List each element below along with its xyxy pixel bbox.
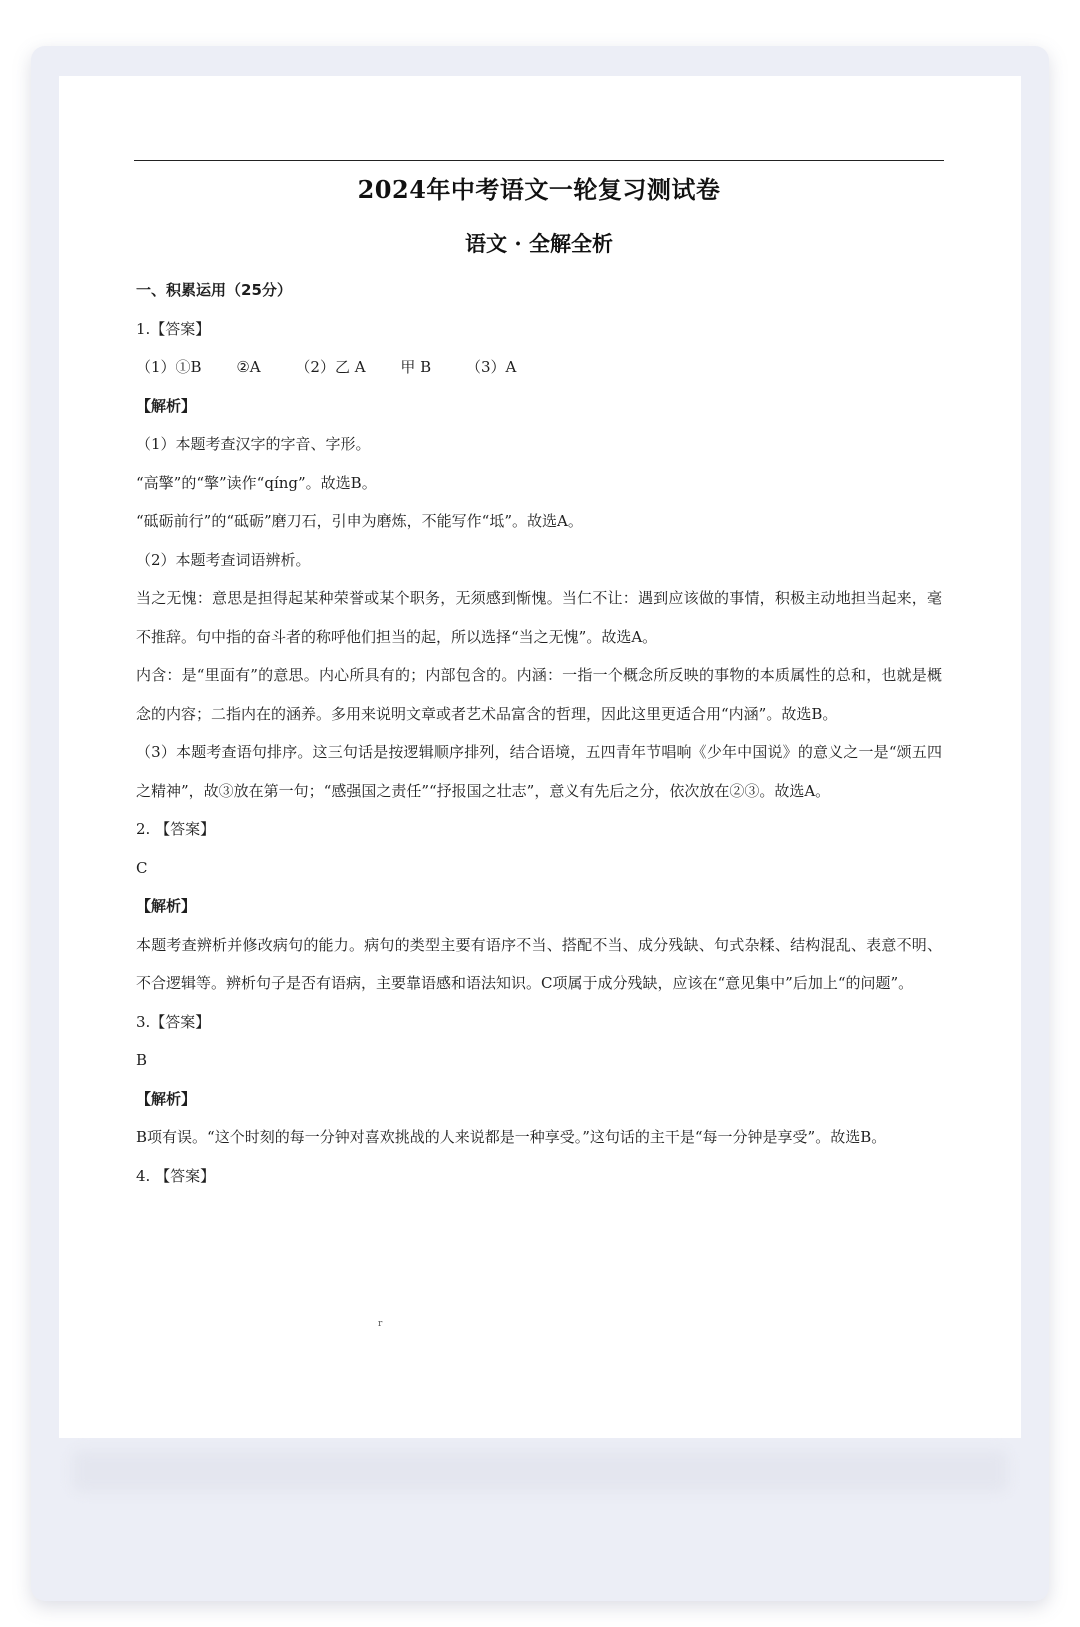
q1-analysis-line: （1）本题考查汉字的字音、字形。 xyxy=(136,435,371,453)
q3-analysis-label: 【解析】 xyxy=(136,1089,197,1108)
q1-answer-item: ②A xyxy=(236,358,261,376)
q1-answer-item: （1）①B xyxy=(136,358,202,376)
q2-analysis-paragraph: 本题考查辨析并修改病句的能力。病句的类型主要有语序不当、搭配不当、成分残缺、句式杂糅、结构混乱、表意不明、不合逻辑等。辨析句子是否有语病，主要靠语感和语法知识。C项属于成分残缺，应该在“意见集中”后加上“的问题”。 xyxy=(136,935,942,992)
section-heading: 一、积累运用（25分） xyxy=(136,281,292,299)
q1-analysis-line: “砥砺前行”的“砥砺”磨刀石，引申为磨炼，不能写作“坻”。故选A。 xyxy=(136,512,583,530)
page-shadow xyxy=(72,1450,1008,1492)
q2-answer: C xyxy=(136,858,148,877)
q1-answers xyxy=(136,348,942,387)
stray-mark: r xyxy=(378,1319,383,1329)
document-subtitle: 语文 · 全解全析 xyxy=(465,231,613,256)
q1-analysis-line: （2）本题考查词语辨析。 xyxy=(136,550,311,569)
q1-answer-item: （3）A xyxy=(465,358,517,376)
q1-analysis-line: “高擎”的“擎”读作“qíng”。故选B。 xyxy=(136,473,377,492)
document-title: 2024年中考语文一轮复习测试卷 xyxy=(357,175,721,204)
q1-analysis-label: 【解析】 xyxy=(136,396,197,415)
q4-answer-label: 4. 【答案】 xyxy=(136,1166,216,1185)
q1-answer-label: 1.【答案】 xyxy=(136,319,211,338)
q3-answer: B xyxy=(136,1051,148,1069)
q3-answer-label: 3.【答案】 xyxy=(136,1012,211,1031)
q3-analysis-paragraph: B项有误。“这个时刻的每一分钟对喜欢挑战的人来说都是一种享受。”这句话的主干是“每一分钟是享受”。故选B。 xyxy=(136,1128,887,1146)
q1-analysis-paragraph: （3）本题考查语句排序。这三句话是按逻辑顺序排列，结合语境，五四青年节唱响《少年中国说》的意义之一是“颂五四之精神”，故③放在第一句；“感强国之责任”“抒报国之壮志”，意义有先后之分，依次放在②③。故选A。 xyxy=(136,743,942,800)
q1-analysis-paragraph: 内含：是“里面有”的意思。内心所具有的；内部包含的。内涵：一指一个概念所反映的事物的本质属性的总和，也就是概念的内容；二指内在的涵养。多用来说明文章或者艺术品富含的哲理，因此这里更适合用“内涵”。故选B。 xyxy=(136,666,942,723)
q2-answer-label: 2. 【答案】 xyxy=(136,820,216,838)
header-rule xyxy=(134,160,944,161)
q1-answer-item: 甲 B xyxy=(400,358,432,376)
q1-answer-item: （2）乙 A xyxy=(295,358,366,376)
q1-analysis-paragraph: 当之无愧：意思是担得起某种荣誉或某个职务，无须感到惭愧。当仁不让：遇到应该做的事情，积极主动地担当起来，毫不推辞。句中指的奋斗者的称呼他们担当的起，所以选择“当之无愧”。故选A。 xyxy=(136,589,942,646)
q2-analysis-label: 【解析】 xyxy=(136,897,197,915)
document-body xyxy=(136,271,942,1195)
